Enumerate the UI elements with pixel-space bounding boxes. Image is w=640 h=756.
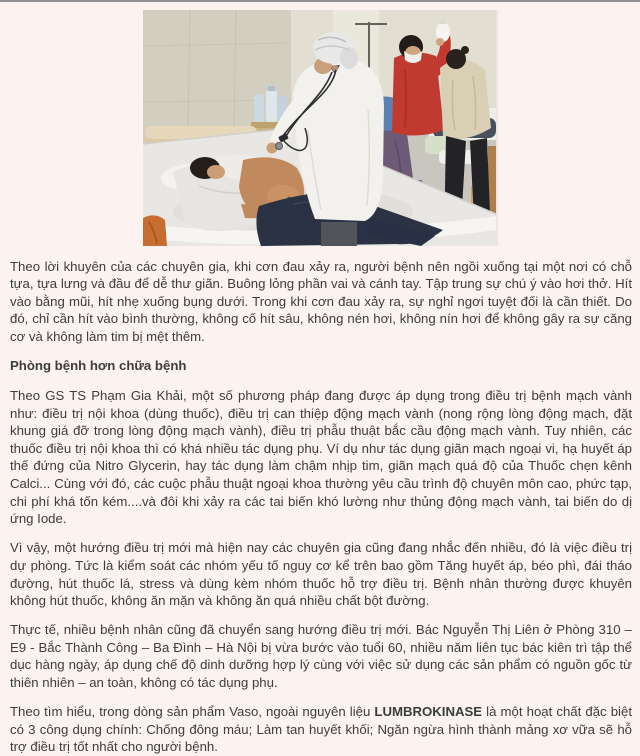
orange-bag — [143, 215, 167, 246]
top-divider — [0, 0, 640, 2]
paragraph-breathing-advice: Theo lời khuyên của các chuyên gia, khi cơn đau xảy ra, người bệnh nên ngồi xuống tại một nơi có chỗ tựa, tựa lưng và đầu để dễ thư giãn. Buông lỏng phần vai và cánh tay. Tập trung sự chú ý vào hơi thở. Hít vào bằng mũi, hít nhẹ xuống bụng dưới. Trong khi cơn đau xảy ra, sự nghỉ ngơi tuyệt đối là cần thiết. Do đó, chỉ cần hít vào bình thường, không cố hít sâu, không nén hơi, không nín hơi để không gây ra sự căng cơ và không làm tim bị mệt thêm. — [10, 258, 632, 344]
section-heading: Phòng bệnh hơn chữa bệnh — [10, 358, 187, 374]
paragraph-patient-story: Thực tế, nhiều bệnh nhân cũng đã chuyển sang hướng điều trị mới. Bác Nguyễn Thị Liên ở Phòng 310 – E9 - Bắc Thành Công – Ba Đình – Hà Nội bị vừa bước vào tuổi 60, nhiều năm liên tục bác kiên trì tập thể dục hàng ngày, áp dụng chế độ dinh dưỡng hợp lý cùng với việc sử dụng các sản phẩm có nguồn gốc từ thiên nhiên – an toàn, không có tác dụng phụ. — [10, 622, 632, 690]
lumbrokinase-bold: LUMBROKINASE — [374, 704, 483, 720]
article-body — [0, 258, 640, 756]
article-photo — [143, 10, 498, 246]
paragraph-treatment-methods: Theo GS TS Phạm Gia Khải, một số phương pháp đang được áp dụng trong điều trị bệnh mạch vành như: điều trị nội khoa (dùng thuốc), điều trị can thiệp động mạch vành (nong rộng lòng động mạch, đặt khung giá đỡ trong lòng động mạch vành), điều trị phẫu thuật bắc cầu động mạch vành. Tuy nhiên, các thuốc điều trị nội khoa thì có khá nhiều tác dụng phụ. Ví dụ như tác dụng giãn mạch ngoại vi, hạ huyết áp thế đứng của Nitro Glycerin, hay tác dụng làm chậm nhịp tim, giãn mạch quá độ của Thuốc chẹn kênh Calci... Cùng với đó, các cuộc phẫu thuật ngoại khoa thường yêu cầu trình độ chuyên môn cao, phức tạp, chi phí khá tốn kém....và đôi khi xảy ra các tai biến khó lường như thủng động mạch vành, tai biến do dị ứng Iode. — [10, 388, 632, 527]
paragraph-lumbrokinase — [10, 703, 632, 756]
paragraph-preventive-treatment: Vì vậy, một hướng điều trị mới mà hiện nay các chuyên gia cũng đang nhắc đến nhiều, đó là việc điều trị dự phòng. Tức là kiểm soát các nhóm yếu tố nguy cơ kể trên bao gồm Tăng huyết áp, béo phì, đái tháo đường, hút thuốc lá, stress và dùng kèm nhóm thuốc hỗ trợ điều trị. Bệnh nhân thường được khuyên không hút thuốc, không ăn mặn và không ăn quá nhiều chất bột đường. — [10, 540, 632, 609]
lumbrokinase-text-after: là một hoạt chất đặc biệt có 3 công dụng chính: Chống đông máu; Làm tan huyết khối; Ngăn ngừa hình thành mảng xơ vữa sẽ hỗ trợ điều trị tốt nhất cho người bệnh. — [10, 704, 632, 755]
doctor-examining-patient-illustration — [143, 10, 496, 246]
lumbrokinase-text-before: Theo tìm hiểu, trong dòng sản phẩm Vaso, ngoài nguyên liệu — [10, 704, 375, 720]
